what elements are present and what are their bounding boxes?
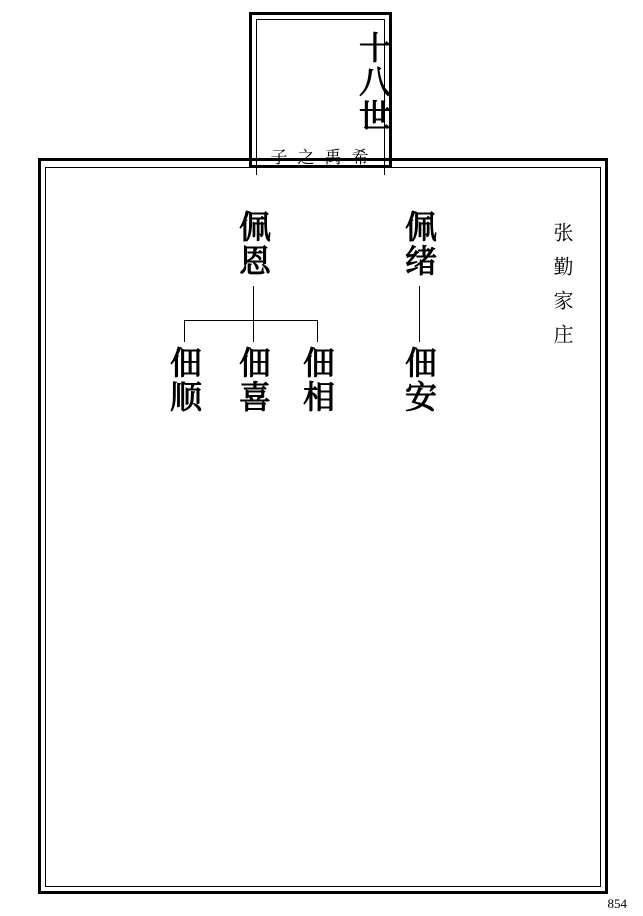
person-xi-an: 佃安 bbox=[400, 346, 438, 414]
generation-title: 十八世 bbox=[354, 31, 392, 133]
tree-connector-to-xixi bbox=[253, 320, 254, 342]
person-xi-xiang: 佃相 bbox=[298, 346, 336, 414]
generation-subtitle: 子之禹希 bbox=[270, 148, 379, 168]
tree-connector-to-xishun bbox=[184, 320, 185, 342]
person-xi-xi: 佃喜 bbox=[234, 346, 272, 414]
tree-connector-to-xixiang bbox=[317, 320, 318, 342]
person-pei-xu: 佩绪 bbox=[400, 210, 438, 278]
page-frame bbox=[38, 158, 608, 894]
person-pei-en: 佩恩 bbox=[234, 210, 272, 278]
tree-connector-pei-en-down bbox=[253, 286, 254, 320]
page-frame-inner-border bbox=[45, 167, 601, 887]
village-name: 张勤家庄 bbox=[550, 222, 574, 358]
page-number: 854 bbox=[607, 896, 627, 911]
generation-header-tab bbox=[249, 12, 392, 168]
tree-connector-pei-xu-down bbox=[419, 286, 420, 342]
person-xi-shun: 佃顺 bbox=[165, 346, 203, 414]
tree-connector-sibling-bar bbox=[184, 320, 318, 321]
